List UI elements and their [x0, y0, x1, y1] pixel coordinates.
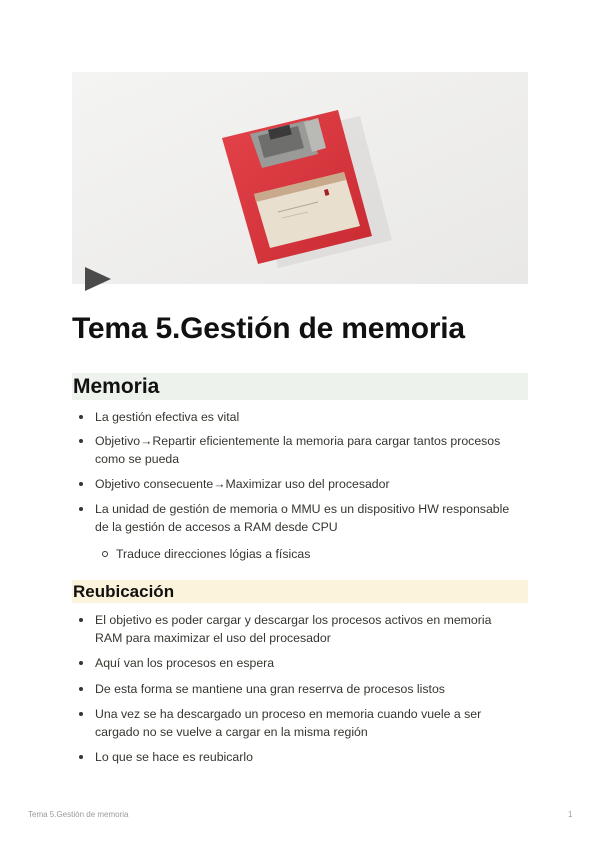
list-item: El objetivo es poder cargar y descargar los procesos activos en memoria RAM para maximizar el uso del procesador	[79, 611, 519, 647]
hollow-bullet-icon	[102, 551, 108, 557]
bullet-icon	[79, 618, 83, 622]
bullet-icon	[79, 507, 83, 511]
bullet-icon	[79, 712, 83, 716]
list-item: Una vez se ha descargado un proceso en memoria cuando vuele a ser cargado no se vuelve a cargar en la misma región	[79, 705, 519, 741]
floppy-disk-illustration	[72, 72, 528, 284]
bullet-icon	[79, 661, 83, 665]
bullet-icon	[79, 439, 83, 443]
list-item: Aquí van los procesos en espera	[79, 654, 519, 672]
sub-list-item: Traduce direcciones lógias a físicas	[102, 545, 310, 563]
list-item: La gestión efectiva es vital	[79, 408, 519, 426]
list-item: Objetivo→Repartir eficientemente la memoria para cargar tantos procesos como se pueda	[79, 432, 519, 468]
footer-title: Tema 5.Gestión de memoria	[28, 810, 129, 819]
play-icon	[84, 266, 112, 292]
cover-image	[72, 72, 528, 284]
page-number: 1	[568, 810, 573, 819]
bullet-icon	[79, 755, 83, 759]
page-title: Tema 5.Gestión de memoria	[72, 312, 465, 345]
heading-reubicacion: Reubicación	[72, 580, 528, 603]
bullet-icon	[79, 687, 83, 691]
list-item: Objetivo consecuente→Maximizar uso del procesador	[79, 475, 519, 493]
reubicacion-list	[79, 611, 519, 766]
list-item: De esta forma se mantiene una gran reserrva de procesos listos	[79, 680, 519, 698]
heading-memoria: Memoria	[72, 373, 528, 400]
list-item: La unidad de gestión de memoria o MMU es un dispositivo HW responsable de la gestión de accesos a RAM desde CPU	[79, 500, 519, 536]
bullet-icon	[79, 482, 83, 486]
memoria-list	[79, 408, 519, 536]
list-item: Lo que se hace es reubicarlo	[79, 748, 519, 766]
bullet-icon	[79, 415, 83, 419]
